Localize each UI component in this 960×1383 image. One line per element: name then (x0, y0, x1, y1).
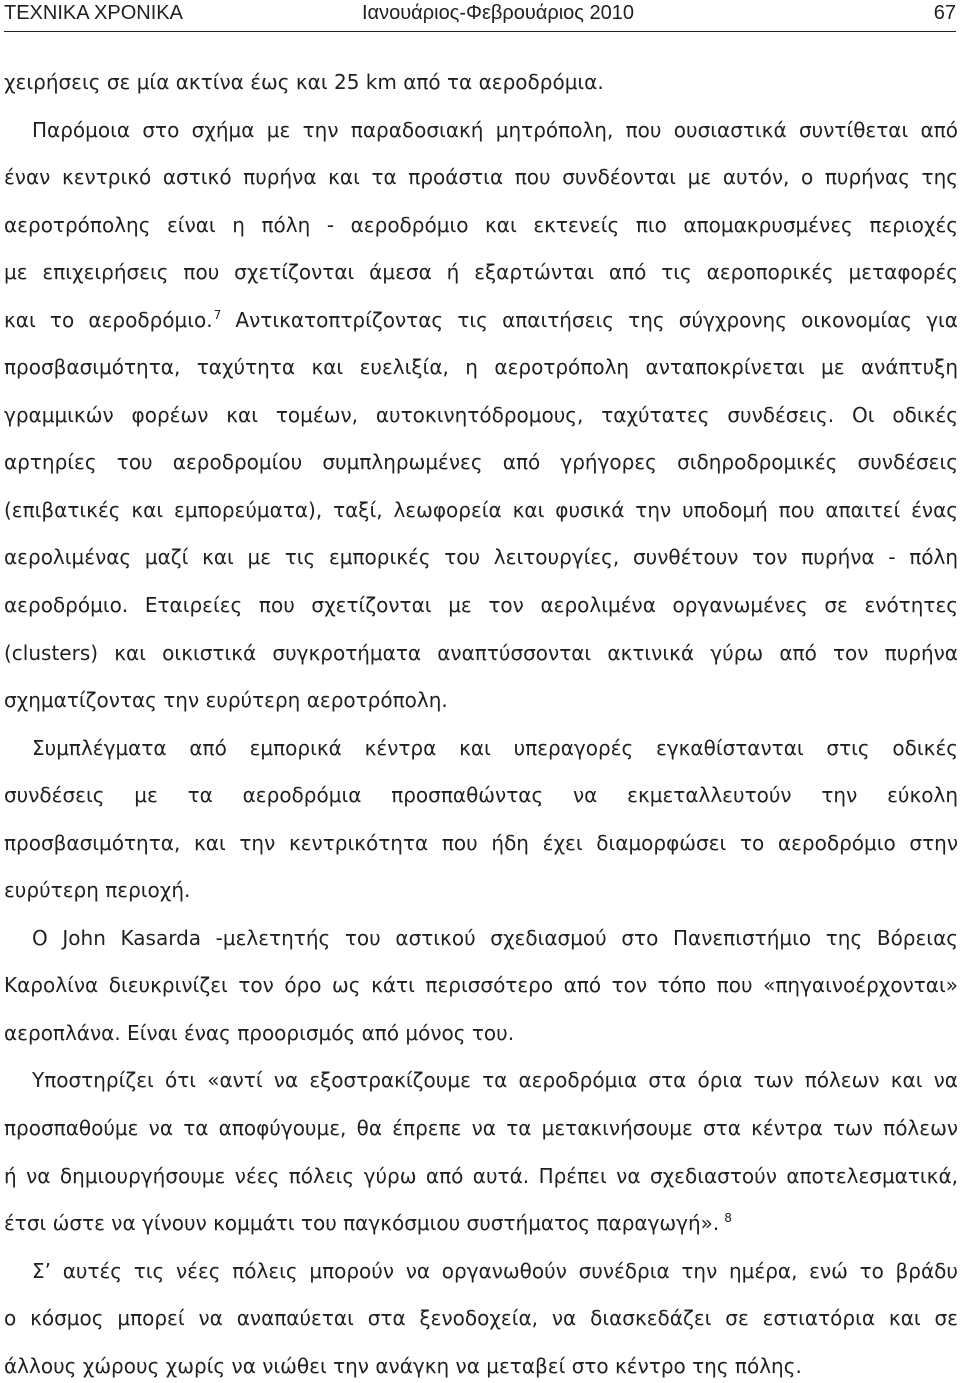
text-line: προσβασιμότητα, ταχύτητα και ευελιξία, η αεροτρόπολη ανταποκρίνεται με ανάπτυξη (4, 355, 958, 380)
footnote-ref: 8 (724, 1211, 732, 1226)
text-line: προσπαθούμε να τα αποφύγουμε, θα έπρεπε να τα μετακινήσουμε στα κέντρα των πόλεων (4, 1116, 958, 1141)
text-line: σχηματίζοντας την ευρύτερη αεροτρόπολη. (4, 688, 448, 713)
text-line: ευρύτερη περιοχή. (4, 878, 191, 903)
text-line: αερολιμένας μαζί και με τις εμπορικές του λειτουργίες, συνθέτουν τον πυρήνα - πόλη (4, 545, 958, 570)
text-line: αρτηρίες του αεροδρομίου συμπληρωμένες από γρήγορες σιδηροδρομικές συνδέσεις (4, 450, 958, 475)
text-line: ή να δημιουργήσουμε νέες πόλεις γύρω από αυτά. Πρέπει να σχεδιαστούν αποτελεσματικά, (4, 1163, 958, 1188)
footnote-ref: 7 (213, 307, 222, 322)
paragraph (4, 115, 958, 716)
text-line: αεροτρόπολης είναι η πόλη - αεροδρόμιο και εκτενείς πιο απομακρυσμένες περιοχές (4, 212, 958, 237)
text-line: Συμπλέγματα από εμπορικά κέντρα και υπεραγορές εγκαθίστανται στις οδικές (32, 735, 958, 760)
paragraph (4, 1065, 958, 1238)
text-line: έναν κεντρικό αστικό πυρήνα και τα προάστια που συνδέονται με αυτόν, ο πυρήνας της (4, 165, 958, 190)
text-line: συνδέσεις με τα αεροδρόμια προσπαθώντας να εκμεταλλευτούν την εύκολη (4, 783, 958, 808)
text-line: αεροδρόμιο. Εταιρείες που σχετίζονται με τον αερολιμένα οργανωμένες σε ενότητες (4, 593, 958, 618)
text-line: Σ’ αυτές τις νέες πόλεις μπορούν να οργανωθούν συνέδρια την ημέρα, ενώ το βράδυ (32, 1258, 958, 1283)
body-text (4, 67, 958, 1381)
text-line (4, 1208, 958, 1238)
journal-title: ΤΕΧΝΙΚΑ ΧΡΟΝΙΚΑ (4, 2, 183, 24)
text-line: χειρήσεις σε μία ακτίνα έως και 25 km από τα αεροδρόμια. (4, 70, 604, 94)
text-line: ο κόσμος μπορεί να αναπαύεται στα ξενοδοχεία, να διασκεδάζει σε εστιατόρια και σε (4, 1306, 958, 1331)
text-line: με επιχειρήσεις που σχετίζονται άμεσα ή εξαρτώνται από τις αεροπορικές μεταφορές (4, 260, 958, 285)
text-line: άλλους χώρους χωρίς να νιώθει την ανάγκη να μεταβεί στο κέντρο της πόλης. (4, 1353, 802, 1378)
paragraph (4, 1256, 958, 1381)
running-header (4, 0, 956, 32)
paragraph (4, 733, 958, 906)
text-segment: Αντικατοπτρίζοντας τις απαιτήσεις της σύγχρονης οικονομίας για (221, 307, 958, 332)
text-segment: και το αεροδρόμιο. (4, 307, 213, 332)
text-line: γραμμικών φορέων και τομέων, αυτοκινητόδρομους, ταχύτατες συνδέσεις. Οι οδικές (4, 402, 958, 427)
text-segment: έτσι ώστε να γίνουν κομμάτι του παγκόσμιου συστήματος παραγωγή». (4, 1211, 720, 1236)
paragraph (4, 923, 958, 1048)
paragraph (4, 67, 958, 97)
issue-date: Ιανουάριος-Φεβρουάριος 2010 (362, 2, 634, 24)
text-line: αεροπλάνα. Είναι ένας προορισμός από μόνος του. (4, 1020, 515, 1045)
text-line: Καρολίνα διευκρινίζει τον όρο ως κάτι περισσότερο από τον τόπο που «πηγαινοέρχονται» (4, 973, 958, 998)
text-line: Ο John Kasarda -μελετητής του αστικού σχεδιασμού στο Πανεπιστήμιο της Βόρειας (32, 925, 958, 950)
text-line: Παρόμοια στο σχήμα με την παραδοσιακή μητρόπολη, που ουσιαστικά συντίθεται από (32, 117, 958, 142)
text-line: Υποστηρίζει ότι «αντί να εξοστρακίζουμε τα αεροδρόμια στα όρια των πόλεων και να (32, 1068, 958, 1093)
text-line: προσβασιμότητα, και την κεντρικότητα που ήδη έχει διαμορφώσει το αεροδρόμιο στην (4, 830, 958, 855)
text-line (4, 305, 958, 335)
page-number: 67 (933, 2, 956, 24)
text-line: (clusters) και οικιστικά συγκροτήματα αναπτύσσονται ακτινικά γύρω από τον πυρήνα (4, 640, 958, 665)
text-line: (επιβατικές και εμπορεύματα), ταξί, λεωφορεία και φυσικά την υποδομή που απαιτεί ένας (4, 497, 958, 522)
